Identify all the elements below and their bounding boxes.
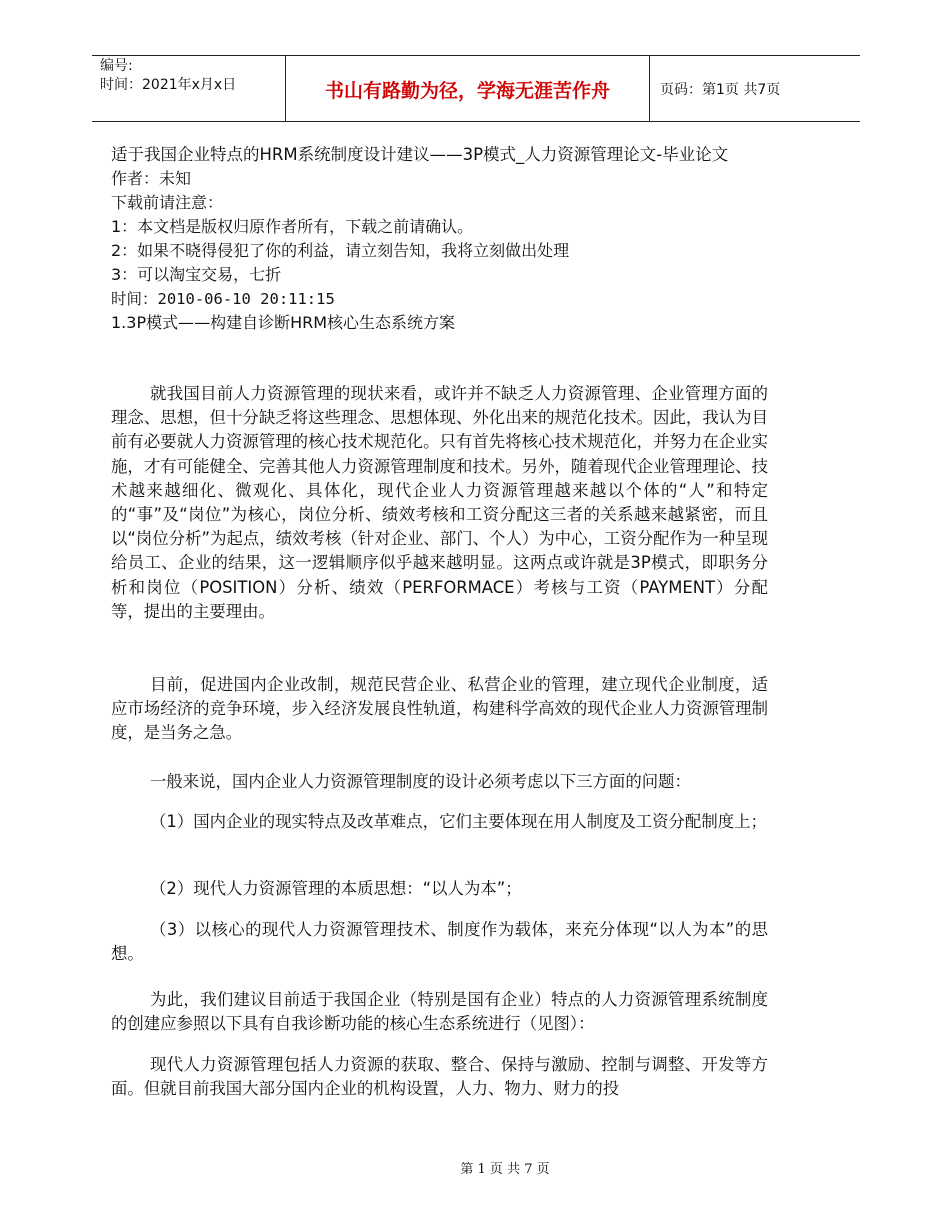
header-page-info: 页码：第1页 共7页 [660, 82, 781, 98]
notice-item: 2：如果不晓得侵犯了你的利益，请立刻告知，我将立刻做出处理 [111, 241, 570, 260]
notice-item: 3：可以淘宝交易，七折 [111, 265, 282, 284]
body-paragraph: 一般来说，国内企业人力资源管理制度的设计必须考虑以下三方面的问题： [150, 772, 691, 791]
header-top-rule [92, 55, 860, 56]
body-paragraph: 为此，我们建议目前适于我国企业（特别是国有企业）特点的人力资源管理系统制度的创建应参照以下具有自我诊断功能的核心生态系统进行（见图）： [111, 990, 768, 1034]
header-bottom-rule [92, 121, 860, 122]
header-time-label: 时间：2021年x月x日 [100, 77, 237, 93]
body-paragraph: （2）现代人力资源管理的本质思想：“以人为本”； [150, 879, 522, 898]
body-paragraph: 就我国目前人力资源管理的现状来看，或许并不缺乏人力资源管理、企业管理方面的理念、思想，但十分缺乏将这些理念、思想体现、外化出来的规范化技术。因此，我认为目前有必要就人力资源管理的核心技术规范化。只有首先将核心技术规范化，并努力在企业实施，才有可能健全、完善其他人力资源管理制度和技术。另外，随着现代企业管理理论、技术越来越细化、微观化、具体化，现代企业人力资源管理越来越以个体的“人”和特定的“事”及“岗位”为核心，岗位分析、绩效考核和工资分配这三者的关系越来越紧密，而且以“岗位分析”为起点，绩效考核（针对企业、部门、个人）为中心，工资分配作为一种呈现给员工、企业的结果，这一逻辑顺序似乎越来越明显。这两点或许就是3P模式，即职务分析和岗位（POSITION）分析、绩效（PERFORMACE）考核与工资（PAYMENT）分配等，提出的主要理由。 [111, 384, 768, 621]
header-divider-right [649, 55, 650, 121]
page-footer: 第 1 页 共 7 页 [460, 1162, 550, 1177]
body-paragraph: （3）以核心的现代人力资源管理技术、制度作为载体，来充分体现“以人为本”的思想。 [111, 920, 768, 964]
document-title: 适于我国企业特点的HRM系统制度设计建议——3P模式_人力资源管理论文-毕业论文 [111, 145, 729, 164]
body-paragraph: 目前，促进国内企业改制，规范民营企业、私营企业的管理，建立现代企业制度，适应市场经济的竞争环境，步入经济发展良性轨道，构建科学高效的现代企业人力资源管理制度，是当务之急。 [111, 675, 768, 743]
section-heading: 1.3P模式——构建自诊断HRM核心生态系统方案 [111, 313, 456, 332]
header-slogan: 书山有路勤为径，学海无涯苦作舟 [324, 80, 610, 102]
header-number-label: 编号: [100, 58, 133, 74]
document-time: 时间：2010-06-10 20:11:15 [111, 290, 335, 308]
body-paragraph: 现代人力资源管理包括人力资源的获取、整合、保持与激励、控制与调整、开发等方面。但就目前我国大部分国内企业的机构设置，人力、物力、财力的投 [111, 1055, 768, 1099]
document-intro [111, 142, 771, 335]
header-meta [100, 57, 236, 95]
notice-item: 1：本文档是版权归原作者所有，下载之前请确认。 [111, 217, 474, 236]
notice-heading: 下载前请注意： [111, 193, 224, 212]
body-paragraph: （1）国内企业的现实特点及改革难点，它们主要体现在用人制度及工资分配制度上； [150, 812, 767, 831]
document-author: 作者：未知 [111, 169, 192, 188]
